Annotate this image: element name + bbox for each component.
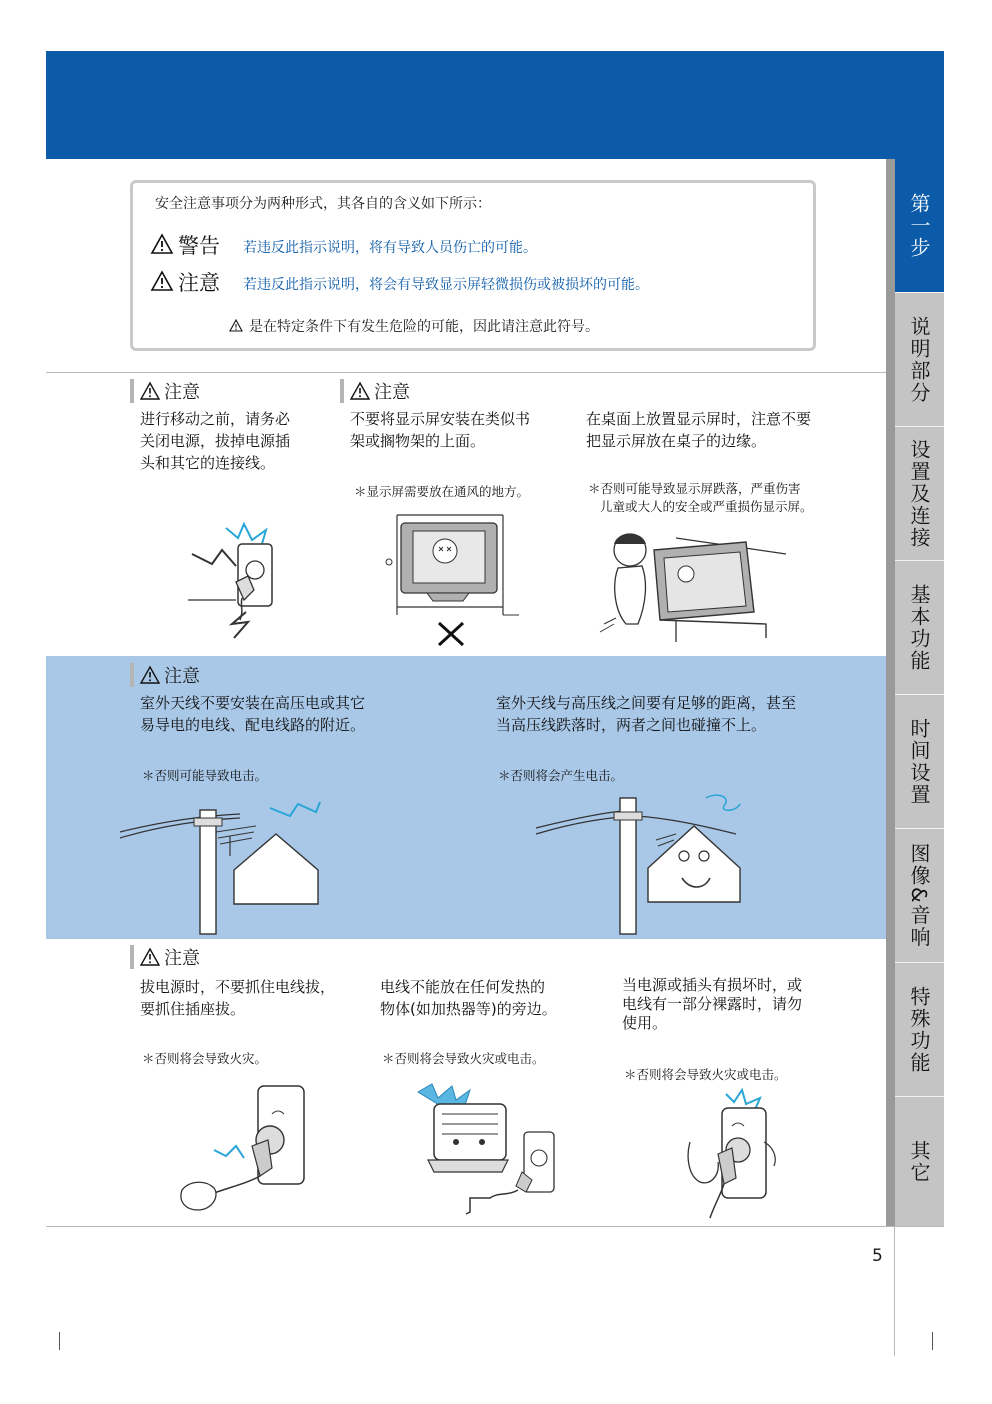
text-line: 儿童或大人的安全或严重损伤显示屏。 [600,499,813,514]
instruction-text [622,976,802,1033]
heading-bar [340,379,344,403]
antenna-safe-distance-illustration [536,790,766,936]
divider [46,372,886,373]
instruction-text [140,692,365,736]
note-text: ＊否则将会产生电击。 [498,768,624,783]
heading-label: 注意 [164,948,200,969]
tab-label: 图像&音响 [907,842,931,949]
warning-title: 警告 [178,234,220,258]
text-line: 架或搁物架的上面。 [350,432,486,450]
text-line: 进行移动之前，请务必 [140,410,291,428]
text-line: 把显示屏放在桌子的边缘。 [586,432,767,450]
instruction-text [140,976,335,1020]
pull-by-plug-illustration [176,1080,316,1222]
tab-label: 特殊功能 [907,985,931,1074]
crop-mark [932,1332,933,1350]
heading-bar [130,663,134,687]
sidebar-shadow-strip [886,159,895,1226]
text-line: 电线不能放在任何发热的 [380,978,546,996]
note-text: ＊显示屏需要放在通风的地方。 [354,484,530,499]
section-heading [130,378,200,404]
instruction-text [496,692,796,736]
page-number: 5 [872,1246,883,1266]
antenna-near-powerline-illustration [120,796,340,936]
tv-table-edge-illustration [596,520,796,648]
note-text: ＊否则将会导致火灾或电击。 [382,1051,545,1066]
text-line: 室外天线与高压线之间要有足够的距离，甚至 [496,694,797,712]
section-heading [340,378,410,404]
note-text [588,480,813,516]
tab-label: 时间设置 [907,717,931,806]
tab-picture-sound[interactable] [895,829,944,963]
note-text: ＊否则可能导致电击。 [142,768,268,783]
caution-triangle-icon [350,382,370,400]
caution-title: 注意 [178,271,220,295]
section-heading [130,662,200,688]
divider [894,1226,895,1356]
text-line: 当电源或插头有损坏时，或 [622,976,803,994]
text-line: 头和其它的连接线。 [140,454,276,472]
unplug-illustration [186,510,296,645]
text-line: 在桌面上放置显示屏时，注意不要 [586,410,812,428]
caution-triangle-icon [151,271,173,291]
text-line: 要抓住插座拔。 [140,1000,246,1018]
heading-bar [130,945,134,969]
caution-description: 若违反此指示说明，将会有导致显示屏轻微损伤或被损坏的可能。 [243,277,649,293]
warning-triangle-icon [151,234,173,254]
text-line: 电线有一部分裸露时，请勿 [622,995,803,1013]
heading-label: 注意 [164,382,200,403]
text-line: 易导电的电线、配电线路的附近。 [140,716,366,734]
cord-near-heater-illustration [398,1080,568,1220]
text-line: 使用。 [622,1014,668,1032]
caution-triangle-icon [140,666,160,684]
tv-on-shelf-illustration [383,503,523,651]
tab-time-settings[interactable] [895,695,944,829]
crop-mark [59,1332,60,1350]
caution-triangle-icon [140,948,160,966]
heading-bar [130,379,134,403]
tab-setup-connection[interactable] [895,427,944,561]
intro-text: 安全注意事项分为两种形式，其各自的含义如下所示： [155,196,491,212]
safety-intro-box [130,180,816,351]
small-triangle-icon [229,319,243,332]
symbol-note: 是在特定条件下有发生危险的可能，因此请注意此符号。 [249,319,599,335]
chapter-sidebar [895,159,944,1226]
tab-label: 设置及连接 [907,438,931,549]
damaged-plug-illustration [680,1086,790,1224]
tab-label: 第一步 [907,192,931,259]
divider [46,1226,944,1227]
instruction-text [350,408,530,452]
note-text: ＊否则将会导致火灾或电击。 [624,1067,787,1082]
heading-label: 注意 [374,382,410,403]
tab-label: 基本功能 [907,583,931,672]
text-line: ＊否则可能导致显示屏跌落，严重伤害 [588,481,801,496]
text-line: 物体(如加热器等)的旁边。 [380,1000,557,1018]
caution-triangle-icon [140,382,160,400]
warning-description: 若违反此指示说明，将有导致人员伤亡的可能。 [243,240,537,256]
text-line: 室外天线不要安装在高压电或其它 [140,694,366,712]
instruction-text [380,976,557,1020]
section-heading [130,944,200,970]
tab-basic-functions[interactable] [895,561,944,695]
text-line: 关闭电源，拔掉电源插 [140,432,291,450]
tab-first-step[interactable] [895,159,944,293]
tab-label: 说明部分 [907,315,931,404]
tab-description[interactable] [895,293,944,427]
tab-others[interactable] [895,1097,944,1226]
text-line: 当高压线跌落时，两者之间也碰撞不上。 [496,716,767,734]
heading-label: 注意 [164,666,200,687]
text-line: 不要将显示屏安装在类似书 [350,410,531,428]
tab-special-functions[interactable] [895,963,944,1097]
tab-label: 其它 [907,1139,931,1184]
instruction-text [140,408,290,474]
note-text: ＊否则将会导致火灾。 [142,1051,268,1066]
text-line: 拔电源时，不要抓住电线拔， [140,978,336,996]
header-band [46,51,944,159]
instruction-text [586,408,811,452]
